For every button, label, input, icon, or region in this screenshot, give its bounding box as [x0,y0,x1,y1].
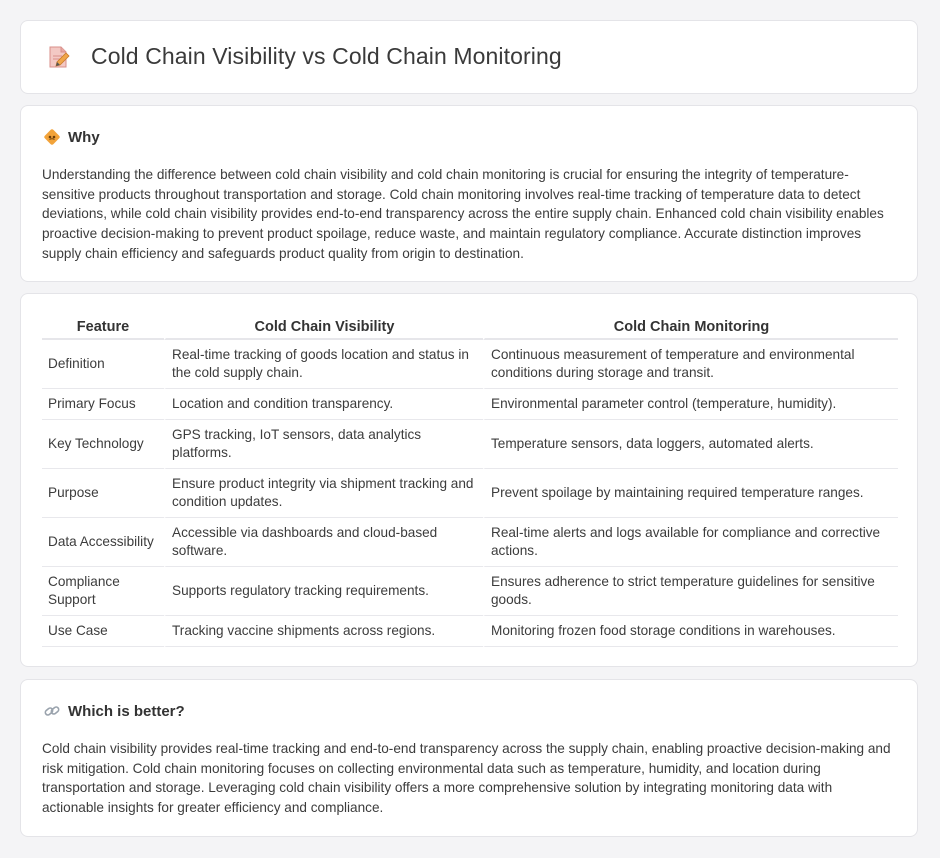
title-card [20,20,918,94]
cell-monitoring: Monitoring frozen food storage conditions in warehouses. [483,616,898,647]
cell-visibility: Tracking vaccine shipments across regions. [164,616,483,647]
cell-feature: Purpose [42,469,164,518]
comparison-card [20,293,918,667]
header-feature: Feature [42,315,164,340]
page-title: Cold Chain Visibility vs Cold Chain Monitoring [91,43,562,69]
table-row [42,340,898,389]
why-heading: Why [68,128,100,146]
cell-monitoring: Continuous measurement of temperature and environmental conditions during storage and transit. [483,340,898,389]
warning-diamond-icon [43,128,61,146]
cell-monitoring: Ensures adherence to strict temperature guidelines for sensitive goods. [483,567,898,616]
table-row [42,389,898,420]
cell-monitoring: Temperature sensors, data loggers, automated alerts. [483,420,898,469]
cell-feature: Key Technology [42,420,164,469]
cell-feature: Data Accessibility [42,518,164,567]
header-monitoring: Cold Chain Monitoring [483,315,898,340]
better-heading: Which is better? [68,702,185,720]
cell-monitoring: Real-time alerts and logs available for compliance and corrective actions. [483,518,898,567]
cell-monitoring: Prevent spoilage by maintaining required temperature ranges. [483,469,898,518]
table-row [42,469,898,518]
cell-visibility: Accessible via dashboards and cloud-based software. [164,518,483,567]
comparison-table [42,315,898,647]
cell-feature: Compliance Support [42,567,164,616]
cell-visibility: Supports regulatory tracking requirements. [164,567,483,616]
title-row [45,43,562,70]
which-better-card [20,679,918,837]
document-pencil-icon [45,44,71,70]
table-row [42,616,898,647]
table-row [42,420,898,469]
better-text: Cold chain visibility provides real-time tracking and end-to-end transparency across the supply chain, enabling proactive decision-making and risk mitigation. Cold chain monitoring focuses on collecting environmental data such as temperature, humidity, and location during transportation and storage. Leveraging cold chain visibility offers a more comprehensive solution by integrating monitoring data with actionable insights for greater efficiency and compliance. [42,741,891,816]
cell-feature: Primary Focus [42,389,164,420]
cell-visibility: Location and condition transparency. [164,389,483,420]
cell-visibility: GPS tracking, IoT sensors, data analytics platforms. [164,420,483,469]
cell-visibility: Real-time tracking of goods location and status in the cold supply chain. [164,340,483,389]
header-visibility: Cold Chain Visibility [164,315,483,340]
cell-feature: Use Case [42,616,164,647]
why-text: Understanding the difference between cold chain visibility and cold chain monitoring is crucial for ensuring the integrity of temperature-sensitive products throughout transportation and storage. Cold chain monitoring involves real-time tracking of temperature data to detect deviations, while cold chain visibility provides end-to-end transparency across the entire supply chain. Enhanced cold chain visibility enables proactive decision-making to prevent product spoilage, reduce waste, and maintain regulatory compliance. Accurate distinction improves supply chain efficiency and safeguards product quality from origin to destination. [42,167,884,261]
why-card [20,105,918,282]
cell-visibility: Ensure product integrity via shipment tracking and condition updates. [164,469,483,518]
cell-feature: Definition [42,340,164,389]
cell-monitoring: Environmental parameter control (temperature, humidity). [483,389,898,420]
better-heading-row [43,702,185,720]
table-row [42,518,898,567]
table-row [42,567,898,616]
link-icon [43,702,61,720]
table-header-row [42,315,898,340]
why-heading-row [43,128,100,146]
